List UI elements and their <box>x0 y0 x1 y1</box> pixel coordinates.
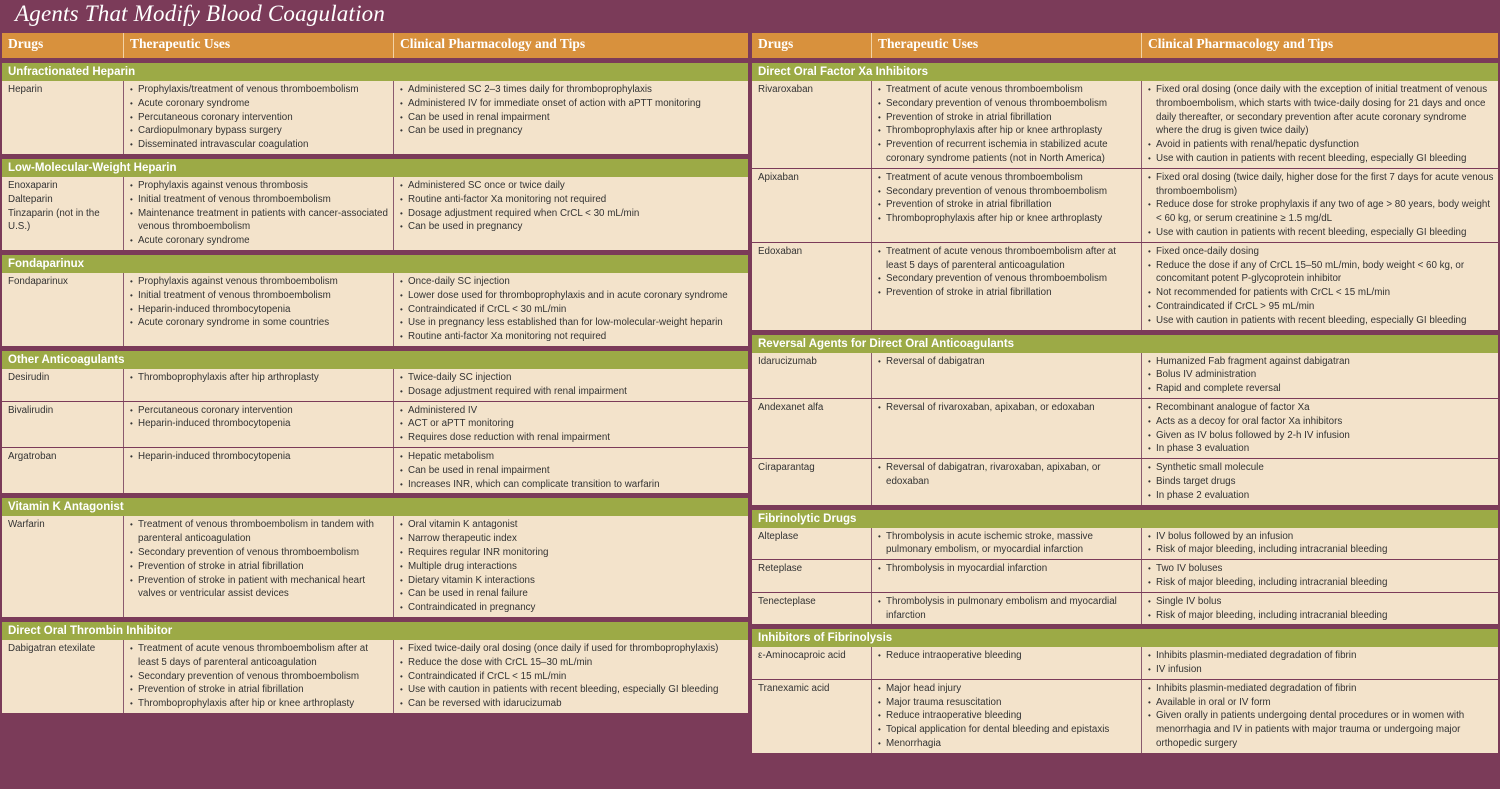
tip-item: • Fixed oral dosing (once daily with the exception of initial treatment of venous thromboembolism, which starts with twice-daily dosing for 21 days and once daily thereafter, or secondary prevention after acute coronary syndrome where the drug is given twice daily) <box>1148 83 1494 138</box>
uses-list <box>130 518 389 601</box>
use-item: • Acute coronary syndrome <box>130 234 389 248</box>
uses-cell <box>124 177 394 250</box>
use-item: • Prevention of stroke in atrial fibrillation <box>130 560 389 574</box>
use-item: • Thrombolysis in myocardial infarction <box>878 562 1137 576</box>
page-title: Agents That Modify Blood Coagulation <box>15 1 386 26</box>
drug-name-cell <box>752 243 872 330</box>
table-row <box>752 459 1498 504</box>
tip-item: • Routine anti-factor Xa monitoring not required <box>400 193 744 207</box>
drug-class-section <box>752 63 1498 330</box>
drug-class-section <box>752 510 1498 625</box>
uses-cell <box>124 402 394 447</box>
tip-item: • Can be reversed with idarucizumab <box>400 697 744 711</box>
tip-item: • Contraindicated if CrCL < 30 mL/min <box>400 303 744 317</box>
tip-item: • Increases INR, which can complicate transition to warfarin <box>400 478 744 492</box>
tips-list <box>1148 682 1494 751</box>
use-item: • Thromboprophylaxis after hip or knee arthroplasty <box>130 697 389 711</box>
use-item: • Thromboprophylaxis after hip arthroplasty <box>130 371 389 385</box>
drug-class-section <box>2 255 748 346</box>
tip-item: • Can be used in pregnancy <box>400 124 744 138</box>
tip-item: • Inhibits plasmin-mediated degradation of fibrin <box>1148 682 1494 696</box>
use-item: • Heparin-induced thrombocytopenia <box>130 450 389 464</box>
column-header <box>2 33 748 58</box>
drug-name: Rivaroxaban <box>758 84 814 95</box>
table-row <box>752 680 1498 753</box>
tip-item: • Risk of major bleeding, including intracranial bleeding <box>1148 609 1494 623</box>
tips-cell <box>1142 81 1498 168</box>
table-row <box>752 399 1498 459</box>
tip-item: • Two IV boluses <box>1148 562 1494 576</box>
use-item: • Prevention of stroke in atrial fibrillation <box>878 111 1137 125</box>
tip-item: • Can be used in renal impairment <box>400 111 744 125</box>
tip-item: • Once-daily SC injection <box>400 275 744 289</box>
drug-name-cell <box>752 169 872 242</box>
use-item: • Thromboprophylaxis after hip or knee arthroplasty <box>878 212 1137 226</box>
tips-cell <box>394 402 748 447</box>
table-row <box>752 243 1498 330</box>
tips-list <box>400 179 744 234</box>
tip-item: • In phase 3 evaluation <box>1148 442 1494 456</box>
use-item: • Acute coronary syndrome in some countries <box>130 316 389 330</box>
tip-item: • ACT or aPTT monitoring <box>400 417 744 431</box>
uses-cell <box>124 369 394 401</box>
uses-cell <box>124 640 394 713</box>
uses-cell <box>124 516 394 617</box>
left-table-body <box>2 63 748 713</box>
tip-item: • Requires dose reduction with renal impairment <box>400 431 744 445</box>
tip-item: • Contraindicated if CrCL < 15 mL/min <box>400 670 744 684</box>
table-row <box>2 640 748 713</box>
section-heading: Inhibitors of Fibrinolysis <box>752 629 1498 647</box>
tips-cell <box>394 516 748 617</box>
uses-cell <box>872 528 1142 560</box>
tip-item: • In phase 2 evaluation <box>1148 489 1494 503</box>
tips-cell <box>394 81 748 154</box>
uses-cell <box>872 680 1142 753</box>
tip-item: • Avoid in patients with renal/hepatic dysfunction <box>1148 138 1494 152</box>
tips-list <box>400 450 744 491</box>
right-panel <box>752 33 1498 753</box>
uses-list <box>130 83 389 152</box>
tip-item: • Risk of major bleeding, including intracranial bleeding <box>1148 576 1494 590</box>
uses-cell <box>872 353 1142 398</box>
tips-list <box>1148 355 1494 396</box>
tip-item: • Use with caution in patients with recent bleeding, especially GI bleeding <box>1148 226 1494 240</box>
table-row <box>752 593 1498 625</box>
col-tips: Clinical Pharmacology and Tips <box>400 36 586 51</box>
drug-name: Ciraparantag <box>758 462 815 474</box>
drug-name-cell <box>752 81 872 168</box>
uses-list <box>878 562 1137 576</box>
drug-name: Tenecteplase <box>758 595 816 607</box>
section-heading: Direct Oral Factor Xa Inhibitors <box>752 63 1498 81</box>
drug-name: Andexanet alfa <box>758 401 824 413</box>
section-heading: Direct Oral Thrombin Inhibitor <box>2 622 748 640</box>
col-tips: Clinical Pharmacology and Tips <box>1148 36 1334 51</box>
tip-item: • Administered SC once or twice daily <box>400 179 744 193</box>
drug-name-cell <box>2 81 124 154</box>
use-item: • Secondary prevention of venous thromboembolism <box>878 185 1137 199</box>
tip-item: • Reduce the dose with CrCL 15–30 mL/min <box>400 656 744 670</box>
right-table-body <box>752 63 1498 753</box>
uses-list <box>130 275 389 330</box>
tip-item: • Reduce dose for stroke prophylaxis if any two of age > 80 years, body weight < 60 kg, or serum creatinine ≥ 1.5 mg/dL <box>1148 198 1494 226</box>
drug-class-section <box>2 63 748 154</box>
uses-cell <box>872 647 1142 679</box>
uses-cell <box>872 169 1142 242</box>
tip-item: • Can be used in renal impairment <box>400 464 744 478</box>
uses-cell <box>124 448 394 493</box>
tip-item: • Reduce the dose if any of CrCL 15–50 mL/min, body weight < 60 kg, or concomitant potent P-glycoprotein inhibitor <box>1148 259 1494 287</box>
tip-item: • Not recommended for patients with CrCL < 15 mL/min <box>1148 286 1494 300</box>
drug-class-section <box>752 629 1498 753</box>
tips-cell <box>394 369 748 401</box>
left-panel <box>2 33 748 713</box>
uses-list <box>878 682 1137 751</box>
drug-name-cell <box>752 399 872 458</box>
section-heading: Reversal Agents for Direct Oral Anticoagulants <box>752 335 1498 353</box>
tip-item: • Fixed twice-daily oral dosing (once daily if used for thromboprophylaxis) <box>400 642 744 656</box>
table-row <box>2 369 748 402</box>
uses-list <box>878 171 1137 226</box>
tips-cell <box>1142 243 1498 330</box>
tip-item: • Dietary vitamin K interactions <box>400 574 744 588</box>
table-row <box>2 448 748 493</box>
uses-cell <box>872 243 1142 330</box>
uses-list <box>130 371 389 385</box>
tip-item: • Can be used in renal failure <box>400 587 744 601</box>
drug-name-cell <box>2 273 124 346</box>
tip-item: • Recombinant analogue of factor Xa <box>1148 401 1494 415</box>
uses-list <box>878 83 1137 166</box>
tips-list <box>400 371 744 399</box>
tips-cell <box>394 273 748 346</box>
tips-list <box>1148 461 1494 502</box>
use-item: • Secondary prevention of venous thromboembolism <box>878 97 1137 111</box>
tip-item: • Fixed once-daily dosing <box>1148 245 1494 259</box>
drug-class-section <box>2 498 748 617</box>
section-heading: Unfractionated Heparin <box>2 63 748 81</box>
tips-cell <box>1142 593 1498 625</box>
tip-item: • Hepatic metabolism <box>400 450 744 464</box>
col-uses: Therapeutic Uses <box>872 33 1142 58</box>
uses-cell <box>124 81 394 154</box>
tips-list <box>1148 245 1494 328</box>
drug-name-cell <box>2 369 124 401</box>
uses-cell <box>872 399 1142 458</box>
drug-name: Enoxaparin Dalteparin Tinzaparin (not in the U.S.) <box>8 179 100 233</box>
tips-list <box>1148 530 1494 558</box>
tips-cell <box>394 177 748 250</box>
tip-item: • Humanized Fab fragment against dabigatran <box>1148 355 1494 369</box>
tip-item: • Use with caution in patients with recent bleeding, especially GI bleeding <box>1148 152 1494 166</box>
drug-name-cell <box>752 680 872 753</box>
tip-item: • Available in oral or IV form <box>1148 696 1494 710</box>
use-item: • Prophylaxis/treatment of venous thromboembolism <box>130 83 389 97</box>
tip-item: • Contraindicated if CrCL > 95 mL/min <box>1148 300 1494 314</box>
uses-list <box>130 642 389 711</box>
use-item: • Prevention of recurrent ischemia in stabilized acute coronary syndrome patients (not in North America) <box>878 138 1137 166</box>
use-item: • Thrombolysis in acute ischemic stroke, massive pulmonary embolism, or myocardial infarction <box>878 530 1137 558</box>
drug-name-cell <box>2 640 124 713</box>
tips-cell <box>1142 459 1498 504</box>
tips-list <box>1148 83 1494 166</box>
use-item: • Secondary prevention of venous thromboembolism <box>878 272 1137 286</box>
uses-list <box>878 355 1137 369</box>
use-item: • Prevention of stroke in atrial fibrillation <box>130 683 389 697</box>
use-item: • Reduce intraoperative bleeding <box>878 709 1137 723</box>
use-item: • Prevention of stroke in atrial fibrillation <box>878 198 1137 212</box>
table-row <box>2 516 748 617</box>
table-row <box>752 169 1498 243</box>
drug-name: Desirudin <box>8 371 50 383</box>
tip-item: • Use with caution in patients with recent bleeding, especially GI bleeding <box>1148 314 1494 328</box>
tips-cell <box>1142 680 1498 753</box>
use-item: • Prevention of stroke in patient with mechanical heart valves or ventricular assist devices <box>130 574 389 602</box>
tips-list <box>400 83 744 138</box>
tip-item: • Risk of major bleeding, including intracranial bleeding <box>1148 543 1494 557</box>
tips-cell <box>1142 169 1498 242</box>
tip-item: • Multiple drug interactions <box>400 560 744 574</box>
use-item: • Initial treatment of venous thromboembolism <box>130 193 389 207</box>
drug-name: Bivalirudin <box>8 404 54 416</box>
use-item: • Reversal of dabigatran, rivaroxaban, apixaban, or edoxaban <box>878 461 1137 489</box>
tips-list <box>400 404 744 445</box>
tip-item: • IV infusion <box>1148 663 1494 677</box>
uses-list <box>878 649 1137 663</box>
tip-item: • Fixed oral dosing (twice daily, higher dose for the first 7 days for acute venous thromboembolism) <box>1148 171 1494 199</box>
uses-cell <box>872 560 1142 592</box>
uses-list <box>130 450 389 464</box>
tips-cell <box>1142 353 1498 398</box>
use-item: • Thromboprophylaxis after hip or knee arthroplasty <box>878 124 1137 138</box>
drug-name: Dabigatran etexilate <box>8 642 96 654</box>
use-item: • Prophylaxis against venous thrombosis <box>130 179 389 193</box>
use-item: • Treatment of acute venous thromboembolism <box>878 171 1137 185</box>
drug-name: Reteplase <box>758 563 803 575</box>
use-item: • Initial treatment of venous thromboembolism <box>130 289 389 303</box>
use-item: • Reduce intraoperative bleeding <box>878 649 1137 663</box>
drug-name: Idarucizumab <box>758 355 817 367</box>
table-row <box>752 560 1498 593</box>
drug-name: Argatroban <box>8 450 57 462</box>
tips-cell <box>1142 647 1498 679</box>
use-item: • Secondary prevention of venous thromboembolism <box>130 670 389 684</box>
drug-class-section <box>2 351 748 493</box>
tip-item: • Bolus IV administration <box>1148 368 1494 382</box>
table-row <box>2 177 748 250</box>
tips-list <box>1148 171 1494 240</box>
use-item: • Reversal of dabigatran <box>878 355 1137 369</box>
section-heading: Fondaparinux <box>2 255 748 273</box>
tips-cell <box>394 640 748 713</box>
tips-list <box>400 642 744 711</box>
uses-list <box>878 245 1137 300</box>
tip-item: • Use with caution in patients with recent bleeding, especially GI bleeding <box>400 683 744 697</box>
tip-item: • Administered IV for immediate onset of action with aPTT monitoring <box>400 97 744 111</box>
tip-item: • Oral vitamin K antagonist <box>400 518 744 532</box>
drug-name-cell <box>2 516 124 617</box>
drug-name-cell <box>752 353 872 398</box>
use-item: • Treatment of acute venous thromboembolism after at least 5 days of parenteral anticoagulation <box>130 642 389 670</box>
use-item: • Major head injury <box>878 682 1137 696</box>
uses-cell <box>872 459 1142 504</box>
section-heading: Vitamin K Antagonist <box>2 498 748 516</box>
drug-name: Edoxaban <box>758 245 803 257</box>
drug-name: Fondaparinux <box>8 275 68 287</box>
drug-name-cell <box>752 459 872 504</box>
use-item: • Cardiopulmonary bypass surgery <box>130 124 389 138</box>
use-item: • Menorrhagia <box>878 737 1137 751</box>
tip-item: • Acts as a decoy for oral factor Xa inhibitors <box>1148 415 1494 429</box>
drug-name: Alteplase <box>758 530 799 542</box>
table-row <box>752 647 1498 680</box>
tip-item: • Dosage adjustment required with renal impairment <box>400 385 744 399</box>
uses-list <box>878 461 1137 489</box>
tip-item: • Single IV bolus <box>1148 595 1494 609</box>
uses-cell <box>872 593 1142 625</box>
use-item: • Thrombolysis in pulmonary embolism and myocardial infarction <box>878 595 1137 623</box>
table-row <box>2 273 748 346</box>
tips-list <box>1148 649 1494 677</box>
tip-item: • Given as IV bolus followed by 2-h IV infusion <box>1148 429 1494 443</box>
use-item: • Acute coronary syndrome <box>130 97 389 111</box>
tip-item: • Use in pregnancy less established than for low-molecular-weight heparin <box>400 316 744 330</box>
tip-item: • Can be used in pregnancy <box>400 220 744 234</box>
tips-list <box>400 275 744 344</box>
tips-list <box>1148 401 1494 456</box>
use-item: • Disseminated intravascular coagulation <box>130 138 389 152</box>
use-item: • Heparin-induced thrombocytopenia <box>130 417 389 431</box>
use-item: • Heparin-induced thrombocytopenia <box>130 303 389 317</box>
use-item: • Major trauma resuscitation <box>878 696 1137 710</box>
tips-cell <box>1142 399 1498 458</box>
tips-list <box>1148 595 1494 623</box>
tip-item: • Narrow therapeutic index <box>400 532 744 546</box>
tips-cell <box>1142 528 1498 560</box>
drug-name-cell <box>752 593 872 625</box>
tip-item: • Binds target drugs <box>1148 475 1494 489</box>
tip-item: • Synthetic small molecule <box>1148 461 1494 475</box>
use-item: • Treatment of acute venous thromboembolism <box>878 83 1137 97</box>
drug-name-cell <box>2 448 124 493</box>
uses-list <box>130 179 389 248</box>
use-item: • Treatment of venous thromboembolism in tandem with parenteral anticoagulation <box>130 518 389 546</box>
tip-item: • Rapid and complete reversal <box>1148 382 1494 396</box>
use-item: • Percutaneous coronary intervention <box>130 111 389 125</box>
tip-item: • Inhibits plasmin-mediated degradation of fibrin <box>1148 649 1494 663</box>
drug-name-cell <box>752 560 872 592</box>
tips-list <box>1148 562 1494 590</box>
drug-name-cell <box>2 177 124 250</box>
col-drugs: Drugs <box>752 33 872 58</box>
uses-cell <box>124 273 394 346</box>
uses-list <box>878 595 1137 623</box>
table-row <box>2 402 748 448</box>
table-row <box>2 81 748 154</box>
use-item: • Maintenance treatment in patients with cancer-associated venous thromboembolism <box>130 207 389 235</box>
col-drugs: Drugs <box>2 33 124 58</box>
table-row <box>752 528 1498 561</box>
section-heading: Other Anticoagulants <box>2 351 748 369</box>
drug-class-section <box>752 335 1498 505</box>
col-uses: Therapeutic Uses <box>124 33 394 58</box>
use-item: • Prevention of stroke in atrial fibrillation <box>878 286 1137 300</box>
use-item: • Topical application for dental bleeding and epistaxis <box>878 723 1137 737</box>
section-heading: Low-Molecular-Weight Heparin <box>2 159 748 177</box>
drug-name-cell <box>2 402 124 447</box>
table-row <box>752 81 1498 169</box>
drug-name: Tranexamic acid <box>758 682 830 694</box>
drug-name-cell <box>752 528 872 560</box>
drug-class-section <box>2 159 748 250</box>
uses-cell <box>872 81 1142 168</box>
uses-list <box>130 404 389 432</box>
tips-list <box>400 518 744 615</box>
tip-item: • Twice-daily SC injection <box>400 371 744 385</box>
use-item: • Reversal of rivaroxaban, apixaban, or edoxaban <box>878 401 1137 415</box>
tip-item: • IV bolus followed by an infusion <box>1148 530 1494 544</box>
drug-name: Apixaban <box>758 171 799 183</box>
tips-cell <box>1142 560 1498 592</box>
drug-name: ε-Aminocaproic acid <box>758 650 846 662</box>
tips-cell <box>394 448 748 493</box>
drug-class-section <box>2 622 748 713</box>
drug-name: Heparin <box>8 84 43 95</box>
section-heading: Fibrinolytic Drugs <box>752 510 1498 528</box>
uses-list <box>878 530 1137 558</box>
use-item: • Treatment of acute venous thromboembolism after at least 5 days of parenteral anticoagulation <box>878 245 1137 273</box>
table-row <box>752 353 1498 399</box>
tip-item: • Administered SC 2–3 times daily for thromboprophylaxis <box>400 83 744 97</box>
column-header <box>752 33 1498 58</box>
use-item: • Secondary prevention of venous thromboembolism <box>130 546 389 560</box>
tip-item: • Contraindicated in pregnancy <box>400 601 744 615</box>
use-item: • Prophylaxis against venous thromboembolism <box>130 275 389 289</box>
drug-name: Warfarin <box>8 519 45 531</box>
uses-list <box>878 401 1137 415</box>
tip-item: • Lower dose used for thromboprophylaxis and in acute coronary syndrome <box>400 289 744 303</box>
use-item: • Percutaneous coronary intervention <box>130 404 389 418</box>
drug-name-cell <box>752 647 872 679</box>
tip-item: • Dosage adjustment required when CrCL < 30 mL/min <box>400 207 744 221</box>
tip-item: • Given orally in patients undergoing dental procedures or in women with menorrhagia and IV in patients with major trauma or undergoing major orthopedic surgery <box>1148 709 1494 750</box>
tip-item: • Requires regular INR monitoring <box>400 546 744 560</box>
tip-item: • Routine anti-factor Xa monitoring not required <box>400 330 744 344</box>
tip-item: • Administered IV <box>400 404 744 418</box>
